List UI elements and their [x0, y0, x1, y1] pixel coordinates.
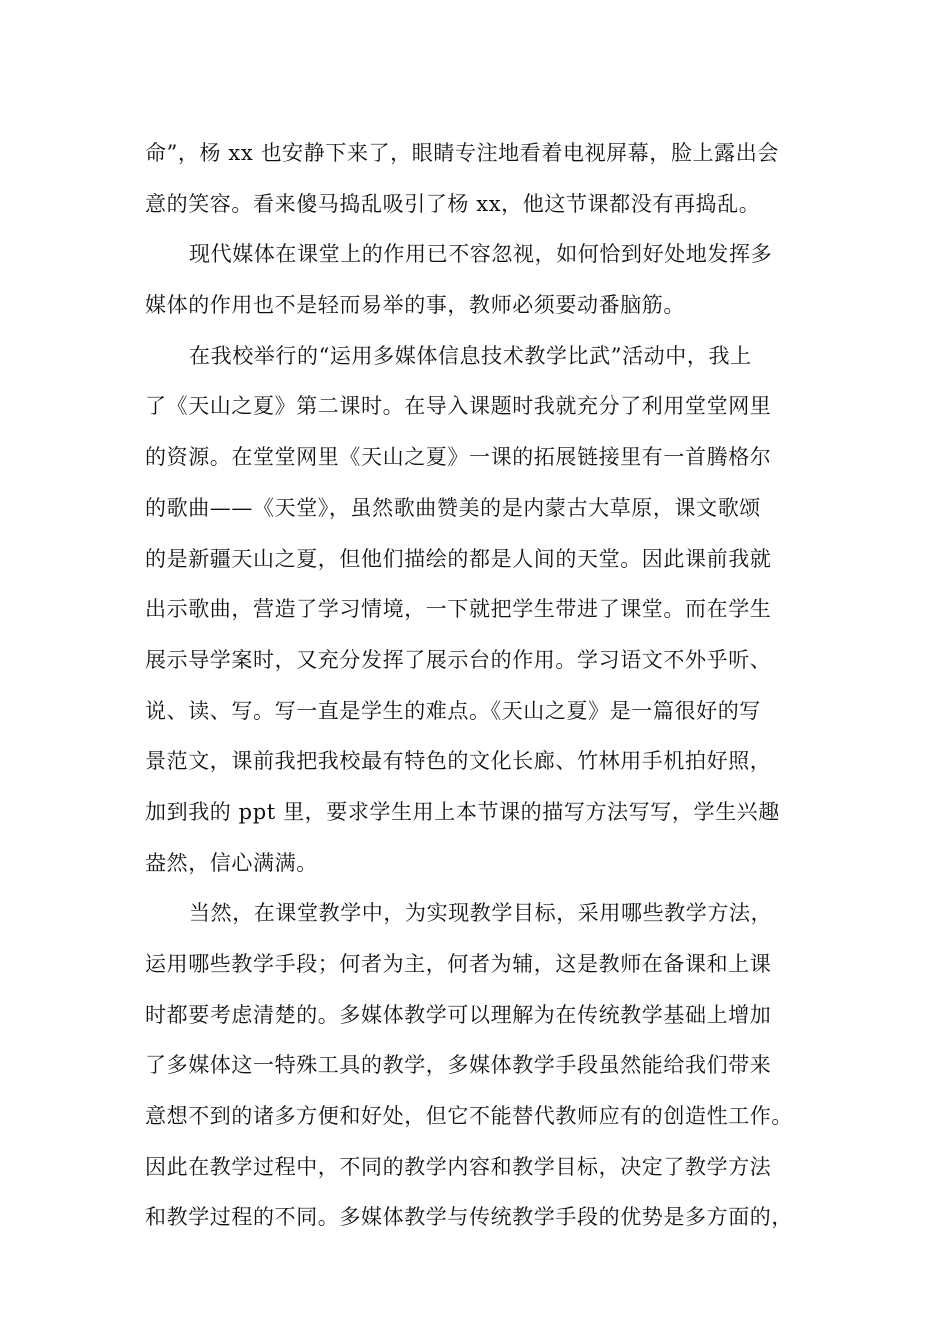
body-text — [145, 128, 810, 1243]
text-line: 景范文，课前我把我校最有特色的文化长廊、竹林用手机拍好照， — [145, 749, 772, 774]
text-line: 和教学过程的不同。多媒体教学与传统教学手段的优势是多方面的， — [145, 1205, 793, 1230]
text-line: 展示导学案时，又充分发挥了展示台的作用。学习语文不外乎听、 — [145, 647, 772, 672]
text-line: 盎然，信心满满。 — [145, 850, 318, 875]
text-line: 的是新疆天山之夏，但他们描绘的都是人间的天堂。因此课前我就 — [145, 546, 772, 571]
text-line: 当然，在课堂教学中，为实现教学目标，采用哪些教学方法， — [189, 901, 773, 926]
text-line: 的歌曲——《天堂》，虽然歌曲赞美的是内蒙古大草原，课文歌颂 — [145, 495, 761, 520]
text-line: 现代媒体在课堂上的作用已不容忽视，如何恰到好处地发挥多 — [189, 242, 773, 267]
text-line: 在我校举行的“运用多媒体信息技术教学比武”活动中，我上 — [189, 343, 752, 368]
text-line: 命”，杨 xx 也安静下来了，眼睛专注地看着电视屏幕，脸上露出会 — [145, 141, 779, 165]
text-line: 的资源。在堂堂网里《天山之夏》一课的拓展链接里有一首腾格尔 — [145, 445, 772, 470]
text-line: 意想不到的诸多方便和好处，但它不能替代教师应有的创造性工作。 — [145, 1104, 793, 1129]
text-line: 因此在教学过程中，不同的教学内容和教学目标，决定了教学方法 — [145, 1154, 772, 1179]
text-line: 媒体的作用也不是轻而易举的事，教师必须要动番脑筋。 — [145, 293, 685, 318]
text-line: 时都要考虑清楚的。多媒体教学可以理解为在传统教学基础上增加 — [145, 1002, 772, 1027]
text-line: 意的笑容。看来傻马捣乱吸引了杨 xx，他这节课都没有再捣乱。 — [145, 191, 761, 216]
text-line: 运用哪些教学手段；何者为主，何者为辅，这是教师在备课和上课 — [145, 952, 772, 976]
text-line: 了多媒体这一特殊工具的教学，多媒体教学手段虽然能给我们带来 — [145, 1053, 772, 1078]
text-line: 说、读、写。写一直是学生的难点。《天山之夏》是一篇很好的写 — [145, 698, 761, 723]
text-line: 出示歌曲，营造了学习情境，一下就把学生带进了课堂。而在学生 — [145, 597, 772, 622]
text-line: 加到我的 ppt 里，要求学生用上本节课的描写方法写写，学生兴趣 — [145, 799, 780, 824]
text-line: 了《天山之夏》第二课时。在导入课题时我就充分了利用堂堂网里 — [145, 394, 772, 419]
